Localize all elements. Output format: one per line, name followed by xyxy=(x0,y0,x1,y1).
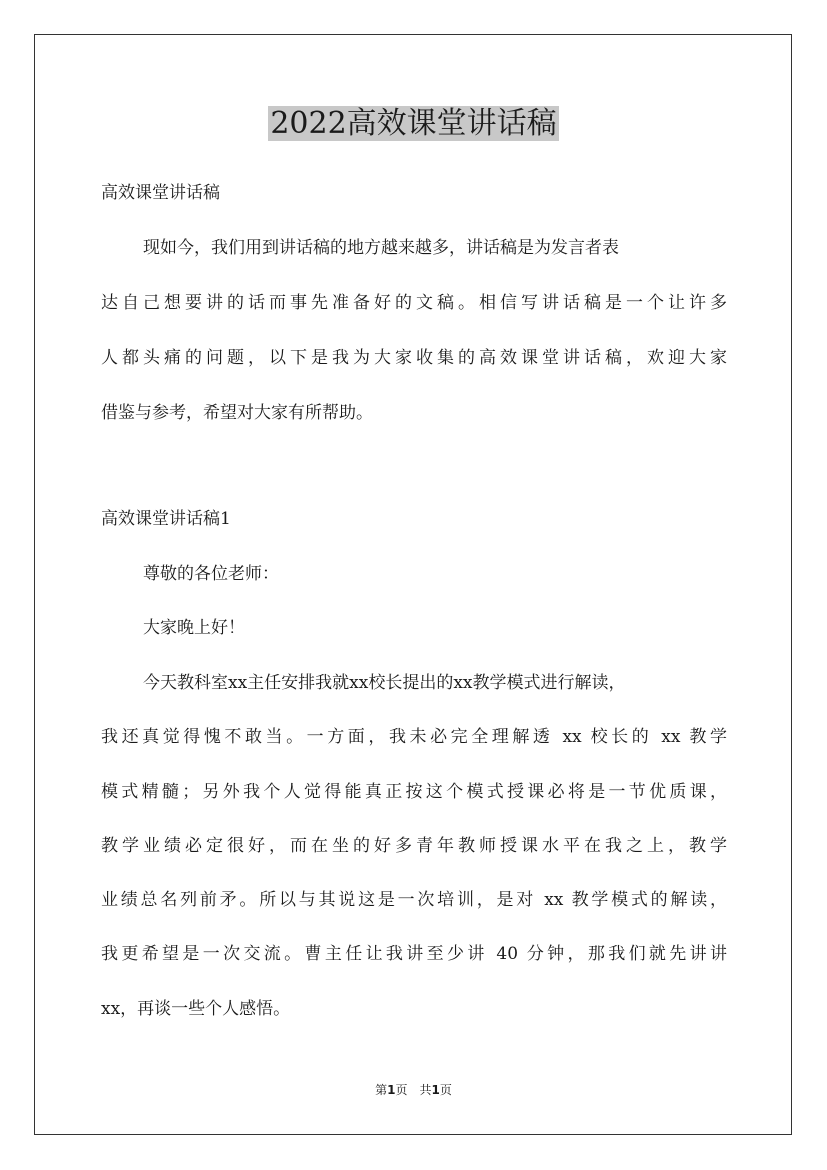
body-line-6: 我更希望是一次交流。曹主任让我讲至少讲 40 分钟，那我们就先讲讲 xyxy=(101,944,727,964)
intro-line-4: 借鉴与参考，希望对大家有所帮助。 xyxy=(101,403,373,423)
page-suffix: 页 xyxy=(395,1083,408,1097)
body-line-5: 业绩总名列前矛。所以与其说这是一次培训，是对 xx 教学模式的解读， xyxy=(101,890,727,910)
body-line-2: 我还真觉得愧不敢当。一方面，我未必完全理解透 xx 校长的 xx 教学 xyxy=(101,727,727,747)
body-line-3: 模式精髓；另外我个人觉得能真正按这个模式授课必将是一节优质课， xyxy=(101,782,727,802)
document-title xyxy=(0,104,827,144)
page-prefix: 第 xyxy=(375,1083,388,1097)
total-prefix: 共 xyxy=(419,1083,432,1097)
document-subtitle: 高效课堂讲话稿 xyxy=(101,183,220,203)
body-line-7: xx，再谈一些个人感悟。 xyxy=(101,999,291,1019)
body-line-4: 教学业绩必定很好，而在坐的好多青年教师授课水平在我之上，教学 xyxy=(101,836,727,856)
document-title-text: 2022高效课堂讲话稿 xyxy=(270,106,557,141)
body-line-1: 今天教科室xx主任安排我就xx校长提出的xx教学模式进行解读， xyxy=(143,673,626,693)
total-suffix: 页 xyxy=(439,1083,452,1097)
intro-line-3: 人都头痛的问题，以下是我为大家收集的高效课堂讲话稿，欢迎大家 xyxy=(101,348,727,368)
intro-line-2: 达自己想要讲的话而事先准备好的文稿。相信写讲话稿是一个让许多 xyxy=(101,293,727,313)
page-current-number: 1 xyxy=(387,1083,396,1097)
page-footer xyxy=(0,1081,827,1098)
salutation: 尊敬的各位老师： xyxy=(143,564,279,584)
greeting: 大家晚上好！ xyxy=(143,618,245,638)
section1-heading: 高效课堂讲话稿1 xyxy=(101,509,231,529)
intro-line-1: 现如今，我们用到讲话稿的地方越来越多，讲话稿是为发言者表 xyxy=(143,238,619,258)
page-total-number: 1 xyxy=(431,1083,440,1097)
